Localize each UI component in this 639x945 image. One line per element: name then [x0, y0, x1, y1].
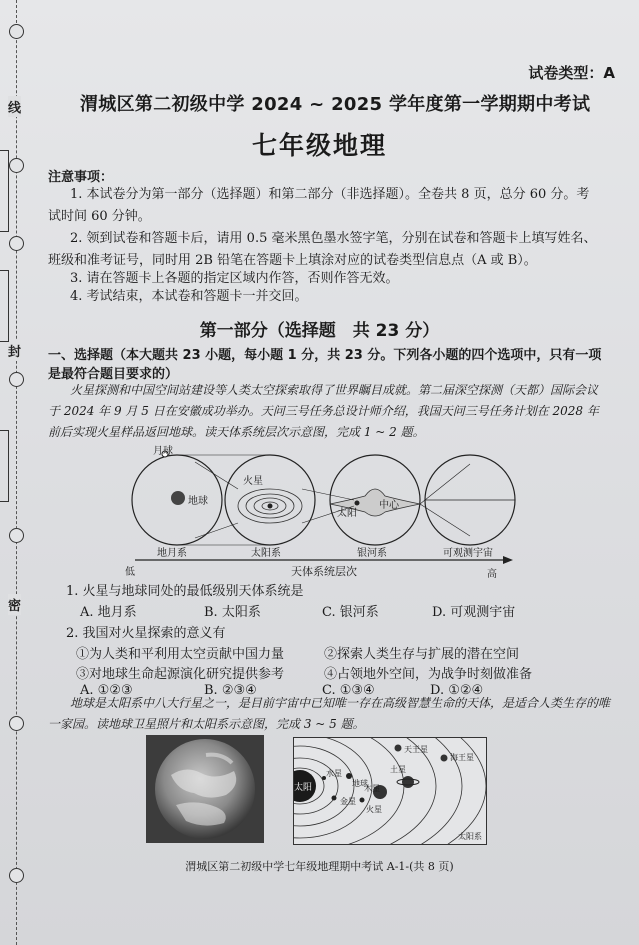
q2-option-b: B. ②③④: [204, 683, 257, 698]
label-saturn: 土星: [390, 765, 406, 774]
system-label-1: 地月系: [157, 548, 187, 559]
label-uranus: 天王星: [404, 745, 428, 754]
celestial-system-diagram: [125, 442, 520, 580]
system-label-3: 银河系: [357, 548, 387, 559]
earth-dot: [171, 491, 185, 505]
system-label-2: 太阳系: [251, 548, 281, 559]
q1-stem: 1. 火星与地球同处的最低级别天体系统是: [66, 584, 304, 599]
q2-statement-1: ①为人类和平利用太空贡献中国力量: [76, 647, 285, 662]
margin-char-seal: 封: [8, 340, 21, 361]
binding-hole: [9, 528, 24, 543]
label-moon: 月球: [153, 446, 173, 457]
passage-2: 地球是太阳系中八大行星之一，是目前宇宙中已知唯一存在高级智慧生命的天体，是适合人类生存的唯一家园。读地球卫星照片和太阳系示意图，完成 3 ~ 5 题。: [48, 696, 611, 731]
q2-statement-4: ④占领地外空间，为战争时刻做准备: [324, 667, 533, 682]
binding-hole: [9, 716, 24, 731]
axis-high: 高: [487, 569, 497, 580]
q2-statement-3: ③对地球生命起源演化研究提供参考: [76, 667, 285, 682]
label-mars: 火星: [243, 476, 263, 487]
label-sun: 太阳: [337, 508, 357, 519]
notice-item-3: 3. 请在答题卡上各题的指定区域内作答，否则作答无效。: [70, 271, 399, 286]
label-neptune: 海王星: [450, 753, 474, 762]
q1-option-c: C. 银河系: [322, 605, 379, 620]
label-solar-sun: 太阳: [294, 783, 313, 793]
earth-photo-svg: [146, 735, 264, 843]
label-earth-planet: 地球: [352, 779, 368, 788]
solar-diagram-caption: 太阳系: [458, 832, 482, 841]
q2-statement-2: ②探索人类生存与扩展的潜在空间: [324, 647, 520, 662]
q1-option-d: D. 可观测宇宙: [432, 605, 516, 620]
q2-stem: 2. 我国对火星探索的意义有: [66, 626, 226, 641]
passage-1: 火星探测和中国空间站建设等人类太空探索取得了世界瞩目成就。第二届深空探测（天都）国际会议于 2024 年 9 月 5 日在安徽成功举办。天问三号任务总设计师介绍，我国天问三号任务计划在 2028 年前后实现火星样品返回地球。读天体系统层次示意图，完成 1 ~ 2 题。: [48, 383, 599, 439]
q1-option-a: A. 地月系: [80, 605, 137, 620]
margin-char-line: 线: [8, 96, 21, 117]
binding-hole: [9, 236, 24, 251]
notice-item-1: 1. 本试卷分为第一部分（选择题）和第二部分（非选择题）。全卷共 8 页，总分 60 分。考试时间 60 分钟。: [48, 187, 590, 224]
label-earth: 地球: [188, 496, 208, 507]
system-label-4: 可观测宇宙: [443, 548, 493, 559]
subject-title: 七年级地理: [251, 131, 387, 160]
binding-hole: [9, 24, 24, 39]
notice-heading: 注意事项：: [48, 170, 114, 185]
student-info-box: [0, 430, 9, 502]
student-info-box: [0, 150, 9, 232]
notice-item-4: 4. 考试结束，本试卷和答题卡一并交回。: [70, 289, 308, 304]
page-footer: 渭城区第二初级中学七年级地理期中考试 A-1-(共 8 页): [185, 860, 454, 873]
label-venus: 金星: [340, 797, 356, 806]
binding-hole: [9, 372, 24, 387]
q2-option-c: C. ①③④: [322, 683, 375, 698]
section-intro: 一、选择题（本大题共 23 小题，每小题 1 分，共 23 分。下列各小题的四个选项中，只有一项是最符合题目要求的）: [48, 348, 602, 382]
label-center: 中心: [379, 500, 399, 511]
axis-low: 低: [125, 567, 135, 578]
q1-option-b: B. 太阳系: [204, 605, 261, 620]
solar-system-diagram: [293, 737, 487, 845]
label-mercury: 水星: [326, 769, 342, 778]
label-mars-planet: 火星: [366, 805, 382, 814]
axis-title: 天体系统层次: [291, 565, 357, 578]
solar-system-circle: [225, 455, 315, 545]
q2-option-d: D. ①②④: [430, 683, 484, 698]
paper-type: 试卷类型：A: [528, 64, 615, 82]
part-title: 第一部分（选择题 共 23 分）: [199, 321, 440, 341]
earth-satellite-photo: [146, 735, 264, 843]
label-jupiter: 木星: [364, 784, 380, 793]
q2-option-a: A. ①②③: [80, 683, 133, 698]
notice-item-2: 2. 领到试卷和答题卡后，请用 0.5 毫米黑色墨水签字笔，分别在试卷和答题卡上填写姓名、班级和准考证号，同时用 2B 铅笔在答题卡上填涂对应的试卷类型信息点（A 或 B）。: [48, 231, 597, 268]
school-title: 渭城区第二初级中学 2024 ~ 2025 学年度第一学期期中考试: [80, 94, 591, 115]
margin-char-secret: 密: [8, 594, 21, 615]
